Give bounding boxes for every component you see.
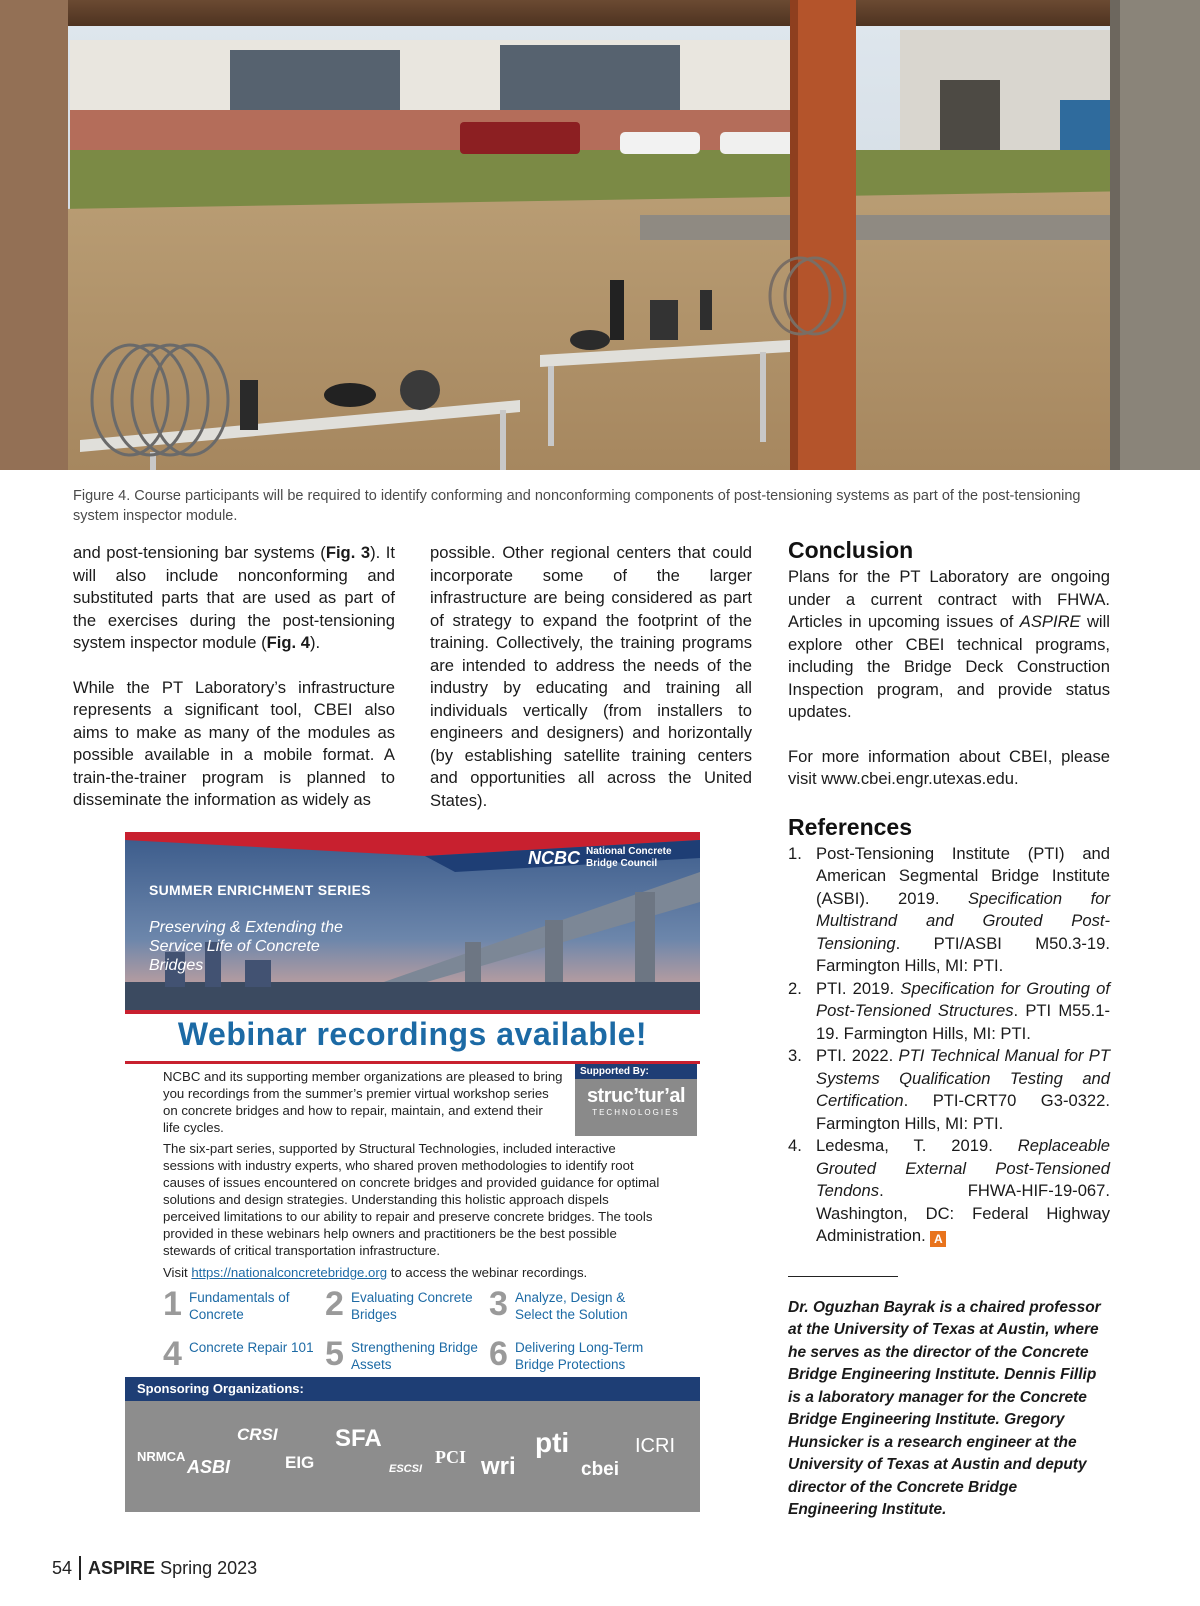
supported-by-box: Supported By: struc’tur’al TECHNOLOGIES — [575, 1064, 697, 1136]
module-item: 4 Concrete Repair 101 — [163, 1335, 314, 1373]
module-item: 5 Strengthening Bridge Assets — [325, 1335, 478, 1373]
module-item: 3 Analyze, Design & Select the Solution — [489, 1285, 628, 1323]
references-heading: References — [788, 813, 913, 840]
figure-reference: Fig. 3 — [325, 543, 371, 562]
paragraph: While the PT Laboratory’s infrastructure represents a significant tool, CBEI also aims to make as many of the modules as possible available in a mobile format. A train-the-trainer program is planned to disseminate the information as widely as — [73, 677, 395, 809]
module-item: 1 Fundamentals of Concrete — [163, 1285, 290, 1323]
asbi-logo: ASBI — [187, 1457, 231, 1477]
ad-series-label: SUMMER ENRICHMENT SERIES — [149, 882, 371, 898]
page-number: 54 — [52, 1557, 73, 1578]
ad-subtitle: Preserving & Extending the Service Life of Concrete Bridges — [149, 919, 343, 974]
reference-item: 1. Post-Tensioning Institute (PTI) and American Segmental Bridge Institute (ASBI). 2019. Specification for Multistrand and Grouted Post-Tensioning. PTI/ASBI M50.3-19. Farmington Hills, MI: PTI. — [788, 843, 1110, 975]
pci-logo: PCI — [435, 1447, 466, 1467]
divider — [79, 1556, 81, 1580]
crsi-logo: CRSI — [237, 1425, 278, 1444]
body-column-1 — [73, 542, 395, 834]
page-footer — [52, 1556, 257, 1580]
figure-4-photo — [0, 0, 1200, 470]
paragraph: Plans for the PT Laboratory are ongoing under a current contract with FHWA. Articles in upcoming issues of ASPIRE will explore other CBEI technical programs, including the Bridge Deck Construction Inspection program, and provide status updates. — [788, 567, 1110, 721]
eig-logo: EIG — [285, 1453, 315, 1472]
body-column-3 — [788, 536, 1110, 1522]
ad-body: The six-part series, supported by Structural Technologies, included interactive sessions with industry experts, who shared proven methodologies to identify root causes of issues encountered on concrete bridges and provided guidance for optimal solutions and design strategies. Understanding this holistic approach dispels perceived limitations to our ability to repair and preserve concrete bridges. The tools provided in these webinars help owners and practitioners be the best possible stewards of critical transportation infrastructure. — [163, 1141, 660, 1258]
cbei-logo: cbei — [581, 1459, 620, 1480]
author-bio: Dr. Oguzhan Bayrak is a chaired professor at the University of Texas at Austin, where he serves as the director of the Concrete Bridge Engineering Institute. Dennis Fillip is a laboratory manager for the Concrete Bridge Engineering Institute. Gregory Hunsicker is a research engineer at the University of Texas at Austin and deputy director of the Concrete Bridge Engineering Institute. — [788, 1298, 1101, 1518]
reference-item: 2. PTI. 2019. Specification for Grouting of Post-Tensioned Structures. PTI M55.1-19. Farmington Hills, MI: PTI. — [788, 978, 1111, 1043]
magazine-name: ASPIRE — [88, 1557, 156, 1578]
ncbc-webinar-ad — [125, 832, 700, 1512]
wri-logo: wri — [481, 1453, 516, 1480]
structural-technologies-logo: struc’tur’al — [586, 1085, 686, 1107]
sfa-logo: SFA — [335, 1425, 382, 1452]
paragraph: and post-tensioning bar systems (Fig. 3). It will also include nonconforming and substituted parts that are used as part of the exercises during the post-tensioning system inspector module (Fig. 4). — [73, 543, 396, 652]
reference-item: 4. Ledesma, T. 2019. Replaceable Grouted External Post-Tensioned Tendons. FHWA-HIF-19-067. Washington, DC: Federal Highway Administration. A — [788, 1136, 1110, 1246]
ad-visit-line: Visit https://nationalconcretebridge.org to access the webinar recordings. — [163, 1265, 588, 1280]
paragraph: For more information about CBEI, please visit www.cbei.engr.utexas.edu. — [788, 746, 1110, 788]
ncbc-logo: NCBC National Concrete Bridge Council — [528, 846, 672, 869]
nrmca-logo: NRMCA — [137, 1449, 186, 1464]
icri-logo: ICRI — [635, 1435, 675, 1457]
divider — [788, 1276, 898, 1277]
pti-logo: pti — [535, 1427, 570, 1458]
ad-hero-image — [125, 832, 700, 1010]
body-column-2 — [430, 542, 752, 834]
escsi-logo: ESCSI — [389, 1463, 423, 1475]
conclusion-heading: Conclusion — [788, 537, 914, 563]
module-item: 2 Evaluating Concrete Bridges — [325, 1285, 473, 1323]
paragraph: possible. Other regional centers that could incorporate some of the larger infrastructure are being considered as part of strategy to expand the footprint of the training. Collectively, the training programs are intended to address the needs of the industry by educating and training all individuals vertically (from installers to engineers and designers) and horizontally (by establishing satellite training centers and opportunities all across the United States). — [430, 543, 752, 810]
ad-intro: NCBC and its supporting member organizations are pleased to bring you recordings from the summer’s premier virtual workshop series on concrete bridges and how to repair, maintain, and extend their life cycles. — [163, 1069, 563, 1135]
figure-reference: Fig. 4 — [266, 633, 311, 652]
ncbc-website-link[interactable]: https://nationalconcretebridge.org — [191, 1265, 388, 1280]
aspire-end-mark-icon: A — [930, 1231, 946, 1247]
reference-item: 3. PTI. 2022. PTI Technical Manual for PT Systems Qualification Testing and Certification. PTI-CRT70 G3-0322. Farmington Hills, MI: PTI. — [788, 1046, 1110, 1133]
module-item: 6 Delivering Long-Term Bridge Protections — [489, 1335, 644, 1373]
sponsor-logos — [125, 1401, 700, 1512]
references-list — [788, 843, 1110, 1248]
divider — [125, 1010, 700, 1014]
figure-caption: Figure 4. Course participants will be required to identify conforming and nonconforming components of post-tensioning systems as part of the post-tensioning system inspector module. — [73, 488, 1081, 524]
issue-label: Spring 2023 — [160, 1557, 258, 1578]
sponsoring-organizations-bar: Sponsoring Organizations: — [125, 1377, 700, 1401]
ad-title: Webinar recordings available! — [177, 1016, 648, 1052]
